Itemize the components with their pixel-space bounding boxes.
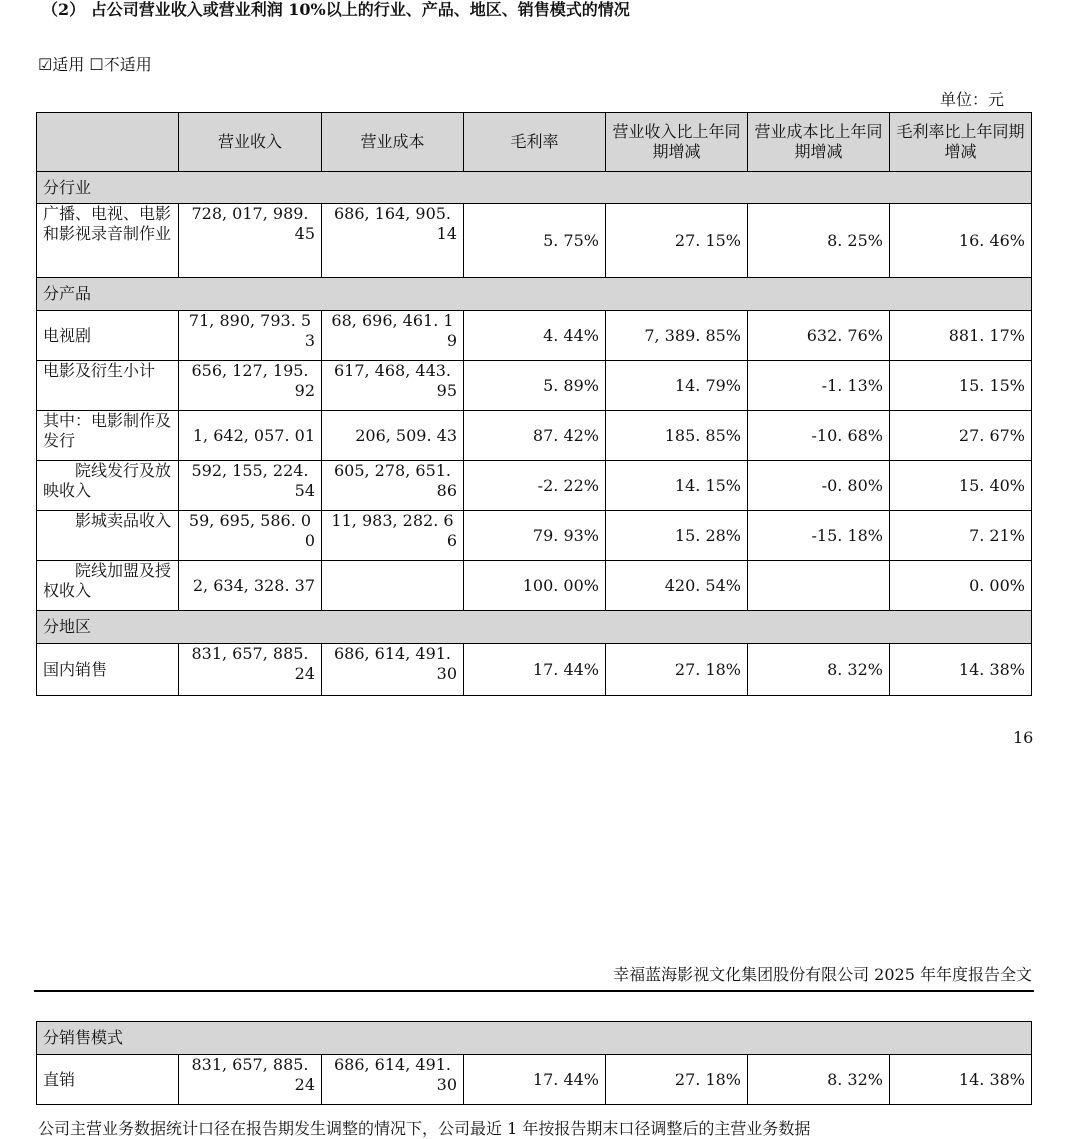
row-label: 其中：电影制作及发行 [37,411,179,461]
revenue-cell: 831, 657, 885. 24 [179,644,322,696]
cost-cell: 206, 509. 43 [322,411,464,461]
revenue-cell: 2, 634, 328. 37 [179,561,322,611]
section-row-sales-mode [37,1022,1032,1055]
cost-change-cell: 8. 32% [748,1055,890,1105]
cost-cell: 686, 614, 491. 30 [322,1055,464,1105]
table-row [37,361,1032,411]
row-label: 广播、电视、电影和影视录音制作业 [37,204,179,278]
cost-cell: 605, 278, 651. 86 [322,461,464,511]
section-label: 分地区 [37,611,1032,644]
cost-cell: 68, 696, 461. 1 9 [322,311,464,361]
revenue-cell: 831, 657, 885. 24 [179,1055,322,1105]
section-heading: （2） 占公司营业收入或营业利润 10%以上的行业、产品、地区、销售模式的情况 [42,0,630,19]
header-cost-change: 营业成本比上年同期增减 [748,113,890,172]
row-label: 院线发行及放映收入 [37,461,179,511]
section-label: 分产品 [37,278,1032,311]
section-label: 分销售模式 [37,1022,1032,1055]
cost-change-cell: 632. 76% [748,311,890,361]
revenue-cell: 728, 017, 989. 45 [179,204,322,278]
margin-change-cell: 7. 21% [890,511,1032,561]
margin-change-cell: 15. 40% [890,461,1032,511]
row-label: 院线加盟及授权收入 [37,561,179,611]
cost-cell: 686, 164, 905. 14 [322,204,464,278]
gross-margin-cell: 17. 44% [464,644,606,696]
revenue-change-cell: 14. 79% [606,361,748,411]
gross-margin-cell: 17. 44% [464,1055,606,1105]
revenue-change-cell: 7, 389. 85% [606,311,748,361]
revenue-change-cell: 27. 18% [606,644,748,696]
header-revenue-change: 营业收入比上年同期增减 [606,113,748,172]
table-row [37,561,1032,611]
revenue-change-cell: 420. 54% [606,561,748,611]
header-revenue: 营业收入 [179,113,322,172]
cost-change-cell: -10. 68% [748,411,890,461]
row-label: 国内销售 [37,644,179,696]
section-row-industry [37,172,1032,204]
revenue-cell: 59, 695, 586. 0 0 [179,511,322,561]
gross-margin-cell: 5. 89% [464,361,606,411]
cost-cell [322,561,464,611]
section-row-product [37,278,1032,311]
section-row-region [37,611,1032,644]
revenue-cell: 592, 155, 224. 54 [179,461,322,511]
revenue-cell: 1, 642, 057. 01 [179,411,322,461]
gross-margin-cell: 100. 00% [464,561,606,611]
header-blank [37,113,179,172]
cost-change-cell: -0. 80% [748,461,890,511]
revenue-breakdown-table [36,112,1032,696]
table-row [37,461,1032,511]
footer-divider [34,990,1034,992]
row-label: 直销 [37,1055,179,1105]
section-label: 分行业 [37,172,1032,204]
margin-change-cell: 881. 17% [890,311,1032,361]
table-row [37,1055,1032,1105]
row-label: 电视剧 [37,311,179,361]
gross-margin-cell: 4. 44% [464,311,606,361]
row-label: 影城卖品收入 [37,511,179,561]
revenue-change-cell: 14. 15% [606,461,748,511]
cost-cell: 11, 983, 282. 6 6 [322,511,464,561]
cost-change-cell: -1. 13% [748,361,890,411]
gross-margin-cell: 87. 42% [464,411,606,461]
row-label: 电影及衍生小计 [37,361,179,411]
revenue-cell: 71, 890, 793. 5 3 [179,311,322,361]
header-cost: 营业成本 [322,113,464,172]
margin-change-cell: 27. 67% [890,411,1032,461]
revenue-cell: 656, 127, 195. 92 [179,361,322,411]
header-margin-change: 毛利率比上年同期增减 [890,113,1032,172]
table-row [37,511,1032,561]
cost-change-cell: -15. 18% [748,511,890,561]
applicability-checkbox-line: ☑适用 ☐不适用 [38,55,152,74]
table-header-row [37,113,1032,172]
table-row [37,411,1032,461]
margin-change-cell: 0. 00% [890,561,1032,611]
revenue-change-cell: 27. 18% [606,1055,748,1105]
footnote-text: 公司主营业务数据统计口径在报告期发生调整的情况下，公司最近 1 年按报告期末口径调整后的主营业务数据 [38,1119,811,1138]
unit-label: 单位：元 [940,90,1005,109]
cost-cell: 617, 468, 443. 95 [322,361,464,411]
margin-change-cell: 14. 38% [890,644,1032,696]
margin-change-cell: 16. 46% [890,204,1032,278]
cost-change-cell [748,561,890,611]
table-row [37,644,1032,696]
revenue-change-cell: 27. 15% [606,204,748,278]
page-number: 16 [1013,728,1034,747]
cost-change-cell: 8. 32% [748,644,890,696]
revenue-change-cell: 185. 85% [606,411,748,461]
report-footer-title: 幸福蓝海影视文化集团股份有限公司 2025 年年度报告全文 [613,965,1032,984]
cost-cell: 686, 614, 491. 30 [322,644,464,696]
table-row [37,204,1032,278]
margin-change-cell: 15. 15% [890,361,1032,411]
gross-margin-cell: -2. 22% [464,461,606,511]
table-row [37,311,1032,361]
gross-margin-cell: 79. 93% [464,511,606,561]
margin-change-cell: 14. 38% [890,1055,1032,1105]
gross-margin-cell: 5. 75% [464,204,606,278]
cost-change-cell: 8. 25% [748,204,890,278]
sales-mode-table [36,1021,1032,1105]
revenue-change-cell: 15. 28% [606,511,748,561]
header-gross-margin: 毛利率 [464,113,606,172]
